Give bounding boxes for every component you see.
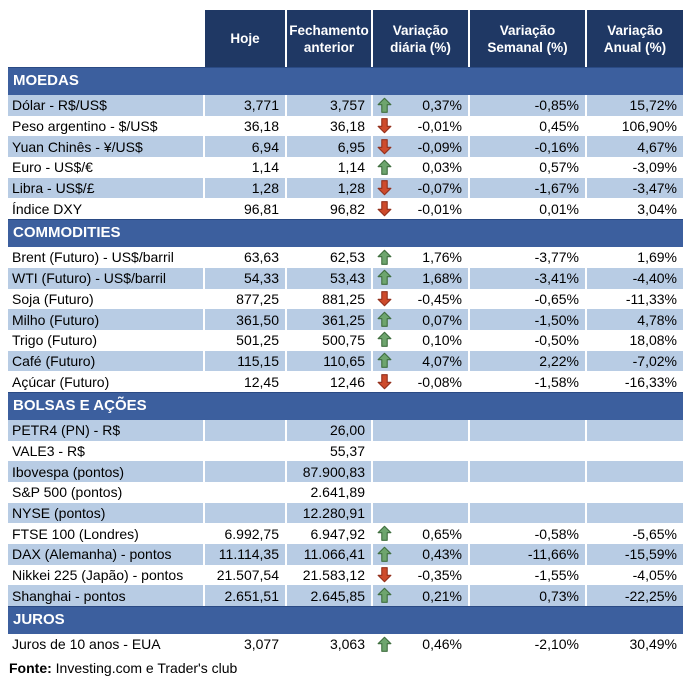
up-arrow-icon <box>375 96 393 114</box>
column-header-hoje: Hoje <box>205 10 287 67</box>
fechamento-value: 53,43 <box>287 268 373 289</box>
up-arrow-icon <box>375 352 393 370</box>
row-label: DAX (Alemanha) - pontos <box>8 544 205 565</box>
variacao-diaria-value: 0,03% <box>373 157 470 178</box>
hoje-value: 877,25 <box>205 289 287 310</box>
up-arrow-icon <box>375 586 393 604</box>
variacao-diaria-value <box>373 482 470 503</box>
row-label: Ibovespa (pontos) <box>8 461 205 482</box>
variacao-anual-value: 4,78% <box>587 309 683 330</box>
fechamento-value: 62,53 <box>287 247 373 268</box>
hoje-value <box>205 441 287 462</box>
hoje-value: 115,15 <box>205 351 287 372</box>
hoje-value <box>205 503 287 524</box>
section-header-moedas: MOEDAS <box>8 67 683 95</box>
variacao-anual-value: 15,72% <box>587 95 683 116</box>
column-header-variacao-anual: Variação Anual (%) <box>587 10 683 67</box>
variacao-anual-value: -7,02% <box>587 351 683 372</box>
variacao-anual-value: 1,69% <box>587 247 683 268</box>
variacao-anual-value: -16,33% <box>587 371 683 392</box>
variacao-anual-value: -11,33% <box>587 289 683 310</box>
column-header-fechamento: Fechamento anterior <box>287 10 373 67</box>
table-row <box>8 503 683 524</box>
hoje-value: 361,50 <box>205 309 287 330</box>
table-header <box>8 10 683 67</box>
table-row <box>8 371 683 392</box>
variacao-diaria-value: 0,21% <box>373 585 470 606</box>
up-arrow-icon <box>375 524 393 542</box>
down-arrow-icon <box>375 179 393 197</box>
table-row <box>8 309 683 330</box>
table-row <box>8 482 683 503</box>
up-arrow-icon <box>375 269 393 287</box>
variacao-diaria-value <box>373 461 470 482</box>
variacao-diaria-value <box>373 441 470 462</box>
row-label: Nikkei 225 (Japão) - pontos <box>8 565 205 586</box>
variacao-anual-value: -15,59% <box>587 544 683 565</box>
variacao-diaria-value: 0,46% <box>373 634 470 655</box>
variacao-semanal-value: -3,41% <box>470 268 587 289</box>
row-label: Brent (Futuro) - US$/barril <box>8 247 205 268</box>
hoje-value: 96,81 <box>205 198 287 219</box>
variacao-diaria-value <box>373 503 470 524</box>
table-row <box>8 544 683 565</box>
fechamento-value: 6,95 <box>287 136 373 157</box>
hoje-value: 6.992,75 <box>205 523 287 544</box>
variacao-semanal-value: -0,58% <box>470 523 587 544</box>
table-row <box>8 441 683 462</box>
section-header-juros: JUROS <box>8 606 683 634</box>
row-label: WTI (Futuro) - US$/barril <box>8 268 205 289</box>
header-corner-spacer <box>8 10 205 67</box>
hoje-value <box>205 482 287 503</box>
up-arrow-icon <box>375 248 393 266</box>
variacao-anual-value <box>587 461 683 482</box>
table-row <box>8 157 683 178</box>
table-body <box>8 67 683 655</box>
variacao-diaria-value: -0,35% <box>373 565 470 586</box>
table-row <box>8 198 683 219</box>
hoje-value: 6,94 <box>205 136 287 157</box>
fechamento-value: 96,82 <box>287 198 373 219</box>
variacao-semanal-value: -0,50% <box>470 330 587 351</box>
fechamento-value: 361,25 <box>287 309 373 330</box>
row-label: Açúcar (Futuro) <box>8 371 205 392</box>
variacao-semanal-value: -11,66% <box>470 544 587 565</box>
fechamento-value: 12,46 <box>287 371 373 392</box>
column-header-variacao-semanal: Variação Semanal (%) <box>470 10 587 67</box>
up-arrow-icon <box>375 545 393 563</box>
row-label: Café (Futuro) <box>8 351 205 372</box>
fechamento-value: 55,37 <box>287 441 373 462</box>
fechamento-value: 26,00 <box>287 420 373 441</box>
section-header-commodities: COMMODITIES <box>8 219 683 247</box>
variacao-diaria-value: -0,01% <box>373 198 470 219</box>
up-arrow-icon <box>375 331 393 349</box>
variacao-semanal-value: -0,85% <box>470 95 587 116</box>
variacao-anual-value: -22,25% <box>587 585 683 606</box>
row-label: Shanghai - pontos <box>8 585 205 606</box>
down-arrow-icon <box>375 199 393 217</box>
hoje-value <box>205 461 287 482</box>
variacao-semanal-value: -0,16% <box>470 136 587 157</box>
hoje-value: 11.114,35 <box>205 544 287 565</box>
down-arrow-icon <box>375 566 393 584</box>
variacao-anual-value: 4,67% <box>587 136 683 157</box>
hoje-value: 501,25 <box>205 330 287 351</box>
row-label: Libra - US$/£ <box>8 178 205 199</box>
variacao-semanal-value: 0,73% <box>470 585 587 606</box>
variacao-diaria-value: 0,43% <box>373 544 470 565</box>
hoje-value: 54,33 <box>205 268 287 289</box>
up-arrow-icon <box>375 158 393 176</box>
down-arrow-icon <box>375 372 393 390</box>
table-row <box>8 116 683 137</box>
table-row <box>8 523 683 544</box>
down-arrow-icon <box>375 117 393 135</box>
fechamento-value: 87.900,83 <box>287 461 373 482</box>
table-row <box>8 289 683 310</box>
variacao-diaria-value: 0,37% <box>373 95 470 116</box>
table-row <box>8 351 683 372</box>
variacao-anual-value: 30,49% <box>587 634 683 655</box>
variacao-anual-value <box>587 441 683 462</box>
row-label: Juros de 10 anos - EUA <box>8 634 205 655</box>
variacao-diaria-value: -0,01% <box>373 116 470 137</box>
variacao-diaria-value: -0,45% <box>373 289 470 310</box>
fechamento-value: 2.641,89 <box>287 482 373 503</box>
variacao-semanal-value: -1,67% <box>470 178 587 199</box>
variacao-anual-value <box>587 503 683 524</box>
section-header-bolsas-e-a-es: BOLSAS E AÇÕES <box>8 392 683 420</box>
variacao-semanal-value: -1,55% <box>470 565 587 586</box>
variacao-semanal-value: 0,45% <box>470 116 587 137</box>
variacao-anual-value: 18,08% <box>587 330 683 351</box>
variacao-semanal-value: 2,22% <box>470 351 587 372</box>
variacao-semanal-value: -2,10% <box>470 634 587 655</box>
hoje-value: 12,45 <box>205 371 287 392</box>
table-row <box>8 95 683 116</box>
fechamento-value: 2.645,85 <box>287 585 373 606</box>
fechamento-value: 110,65 <box>287 351 373 372</box>
variacao-anual-value <box>587 420 683 441</box>
row-label: VALE3 - R$ <box>8 441 205 462</box>
row-label: Dólar - R$/US$ <box>8 95 205 116</box>
down-arrow-icon <box>375 290 393 308</box>
row-label: Soja (Futuro) <box>8 289 205 310</box>
fechamento-value: 12.280,91 <box>287 503 373 524</box>
variacao-anual-value <box>587 482 683 503</box>
variacao-diaria-value: -0,09% <box>373 136 470 157</box>
fechamento-value: 3,063 <box>287 634 373 655</box>
hoje-value: 1,28 <box>205 178 287 199</box>
hoje-value: 63,63 <box>205 247 287 268</box>
source-text: Investing.com e Trader's club <box>51 659 238 676</box>
hoje-value: 2.651,51 <box>205 585 287 606</box>
variacao-diaria-value: 1,68% <box>373 268 470 289</box>
up-arrow-icon <box>375 310 393 328</box>
variacao-semanal-value <box>470 420 587 441</box>
table-row <box>8 420 683 441</box>
fechamento-value: 36,18 <box>287 116 373 137</box>
variacao-semanal-value: -1,58% <box>470 371 587 392</box>
variacao-diaria-value: -0,07% <box>373 178 470 199</box>
table-row <box>8 565 683 586</box>
column-header-variacao-diaria: Variação diária (%) <box>373 10 470 67</box>
variacao-diaria-value <box>373 420 470 441</box>
variacao-diaria-value: 4,07% <box>373 351 470 372</box>
fechamento-value: 881,25 <box>287 289 373 310</box>
up-arrow-icon <box>375 635 393 653</box>
fechamento-value: 1,14 <box>287 157 373 178</box>
variacao-semanal-value: 0,57% <box>470 157 587 178</box>
fechamento-value: 500,75 <box>287 330 373 351</box>
table-row <box>8 268 683 289</box>
hoje-value: 3,771 <box>205 95 287 116</box>
hoje-value: 36,18 <box>205 116 287 137</box>
variacao-diaria-value: 0,07% <box>373 309 470 330</box>
row-label: Milho (Futuro) <box>8 309 205 330</box>
fechamento-value: 11.066,41 <box>287 544 373 565</box>
fechamento-value: 6.947,92 <box>287 523 373 544</box>
variacao-semanal-value <box>470 503 587 524</box>
down-arrow-icon <box>375 137 393 155</box>
variacao-diaria-value: 0,10% <box>373 330 470 351</box>
variacao-anual-value: 3,04% <box>587 198 683 219</box>
table-row <box>8 634 683 655</box>
source-label: Fonte: <box>9 659 52 676</box>
source-note <box>8 660 692 676</box>
row-label: Índice DXY <box>8 198 205 219</box>
table-row <box>8 461 683 482</box>
table-row <box>8 330 683 351</box>
variacao-semanal-value <box>470 461 587 482</box>
table-row <box>8 136 683 157</box>
fechamento-value: 3,757 <box>287 95 373 116</box>
hoje-value: 1,14 <box>205 157 287 178</box>
row-label: S&P 500 (pontos) <box>8 482 205 503</box>
variacao-anual-value: -3,09% <box>587 157 683 178</box>
row-label: PETR4 (PN) - R$ <box>8 420 205 441</box>
variacao-diaria-value: 1,76% <box>373 247 470 268</box>
table-row <box>8 247 683 268</box>
variacao-semanal-value: -1,50% <box>470 309 587 330</box>
market-table <box>8 10 683 655</box>
row-label: Peso argentino - $/US$ <box>8 116 205 137</box>
variacao-semanal-value: -3,77% <box>470 247 587 268</box>
variacao-anual-value: 106,90% <box>587 116 683 137</box>
row-label: Euro - US$/€ <box>8 157 205 178</box>
row-label: Yuan Chinês - ¥/US$ <box>8 136 205 157</box>
variacao-anual-value: -4,05% <box>587 565 683 586</box>
hoje-value: 3,077 <box>205 634 287 655</box>
hoje-value: 21.507,54 <box>205 565 287 586</box>
table-row <box>8 178 683 199</box>
variacao-anual-value: -5,65% <box>587 523 683 544</box>
row-label: NYSE (pontos) <box>8 503 205 524</box>
hoje-value <box>205 420 287 441</box>
variacao-semanal-value <box>470 441 587 462</box>
variacao-diaria-value: 0,65% <box>373 523 470 544</box>
variacao-semanal-value: -0,65% <box>470 289 587 310</box>
fechamento-value: 21.583,12 <box>287 565 373 586</box>
variacao-anual-value: -3,47% <box>587 178 683 199</box>
variacao-semanal-value <box>470 482 587 503</box>
fechamento-value: 1,28 <box>287 178 373 199</box>
variacao-semanal-value: 0,01% <box>470 198 587 219</box>
table-row <box>8 585 683 606</box>
row-label: Trigo (Futuro) <box>8 330 205 351</box>
variacao-diaria-value: -0,08% <box>373 371 470 392</box>
variacao-anual-value: -4,40% <box>587 268 683 289</box>
row-label: FTSE 100 (Londres) <box>8 523 205 544</box>
